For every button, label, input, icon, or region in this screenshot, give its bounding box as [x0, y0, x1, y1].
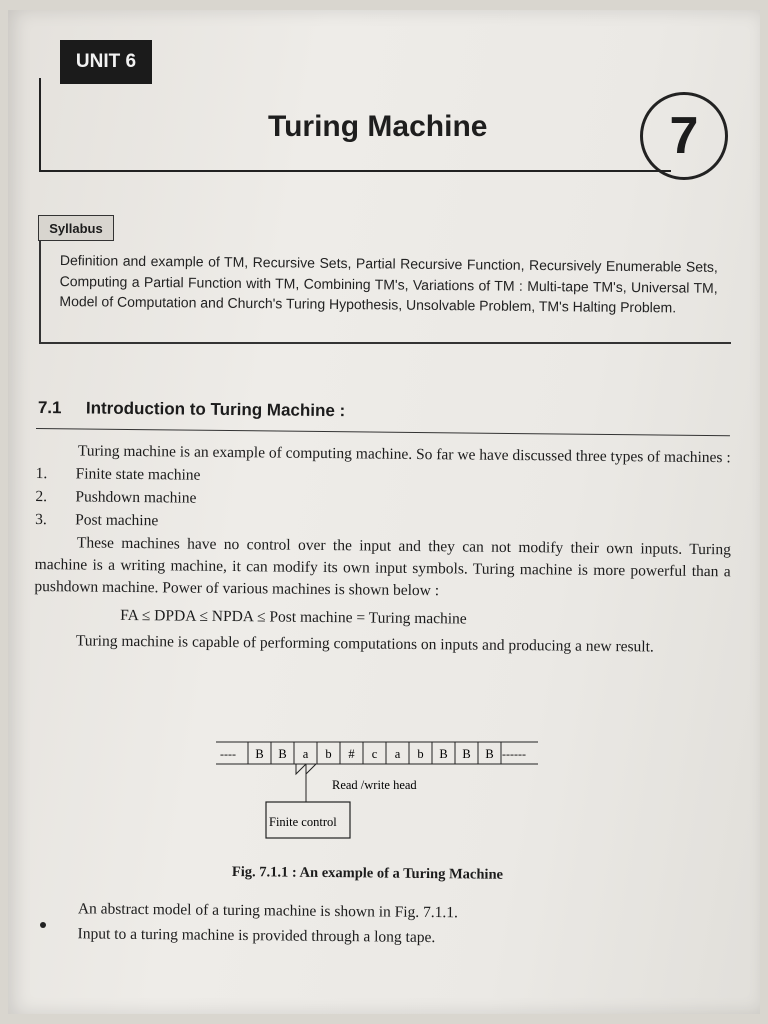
section-title: Introduction to Turing Machine : — [85, 398, 346, 421]
tape-symbol: B — [485, 747, 494, 761]
tape-input-line: Input to a turing machine is provided through a long tape. — [77, 925, 436, 947]
list-text: Post machine — [75, 511, 159, 530]
tape-symbol: a — [302, 747, 309, 761]
turing-machine-figure — [208, 740, 548, 850]
tape-symbol: a — [394, 747, 401, 761]
paragraph-capable: Turing machine is capable of performing computations on inputs and producing a new result. — [75, 632, 654, 656]
book-page — [8, 10, 760, 1014]
post-figure-text — [47, 896, 727, 953]
paragraph-intro: Turing machine is an example of computing machine. So far we have discussed three types of machines : — [77, 442, 731, 467]
tape-cells — [248, 742, 501, 764]
tape-symbol: b — [325, 747, 332, 761]
section-number: 7.1 — [37, 398, 62, 418]
section-heading — [38, 398, 346, 421]
list-number: 2. — [35, 487, 48, 506]
tape-symbol: B — [255, 747, 264, 761]
figure-caption: Fig. 7.1.1 : An example of a Turing Machine — [231, 864, 504, 883]
syllabus-text: Definition and example of TM, Recursive Sets, Partial Recursive Function, Recursively Enumerable Sets, Computing a Partial Function with TM, Combining TM's, Variations of TM : Multi-tape TM's, Universal TM, Model of Computation and Church's Turing Hypothesis, Unsolvable Problem, TM's Halting Problem. — [59, 251, 718, 316]
tape-symbol: B — [278, 747, 287, 761]
power-formula: FA ≤ DPDA ≤ NPDA ≤ Post machine = Turing machine — [120, 606, 467, 628]
paragraph-machines: These machines have no control over the input and they can not modify their own inputs. Turing machine is a writing machine, it can modify its own input symbols. Turing machine is more powerful than a pushdown machine. Power of various machines is shown below : — [34, 534, 731, 600]
abstract-model-line: An abstract model of a turing machine is shown in Fig. 7.1.1. — [77, 900, 459, 922]
list-number: 1. — [35, 464, 48, 483]
tape-symbol: B — [439, 747, 448, 761]
tape-symbol: c — [371, 747, 378, 761]
list-text: Pushdown machine — [75, 488, 197, 507]
syllabus-tag: Syllabus — [38, 215, 114, 241]
tape-left-dashes: ---- — [220, 747, 236, 761]
finite-control-label: Finite control — [269, 815, 337, 829]
chapter-title: Turing Machine — [268, 110, 488, 143]
chapter-number-badge — [640, 92, 728, 180]
tape-symbol: b — [417, 747, 424, 761]
tape-symbol: # — [348, 747, 355, 761]
list-number: 3. — [35, 510, 47, 529]
chapter-number: 7 — [669, 107, 699, 165]
tape-right-dashes: ------ — [502, 747, 526, 761]
bullet-icon — [40, 922, 46, 928]
section-divider — [36, 428, 730, 436]
unit-label: UNIT 6 — [60, 40, 152, 84]
head-label: Read /write head — [332, 778, 417, 792]
body-text — [34, 440, 732, 659]
tape-symbol: B — [462, 747, 471, 761]
list-text: Finite state machine — [75, 465, 201, 484]
